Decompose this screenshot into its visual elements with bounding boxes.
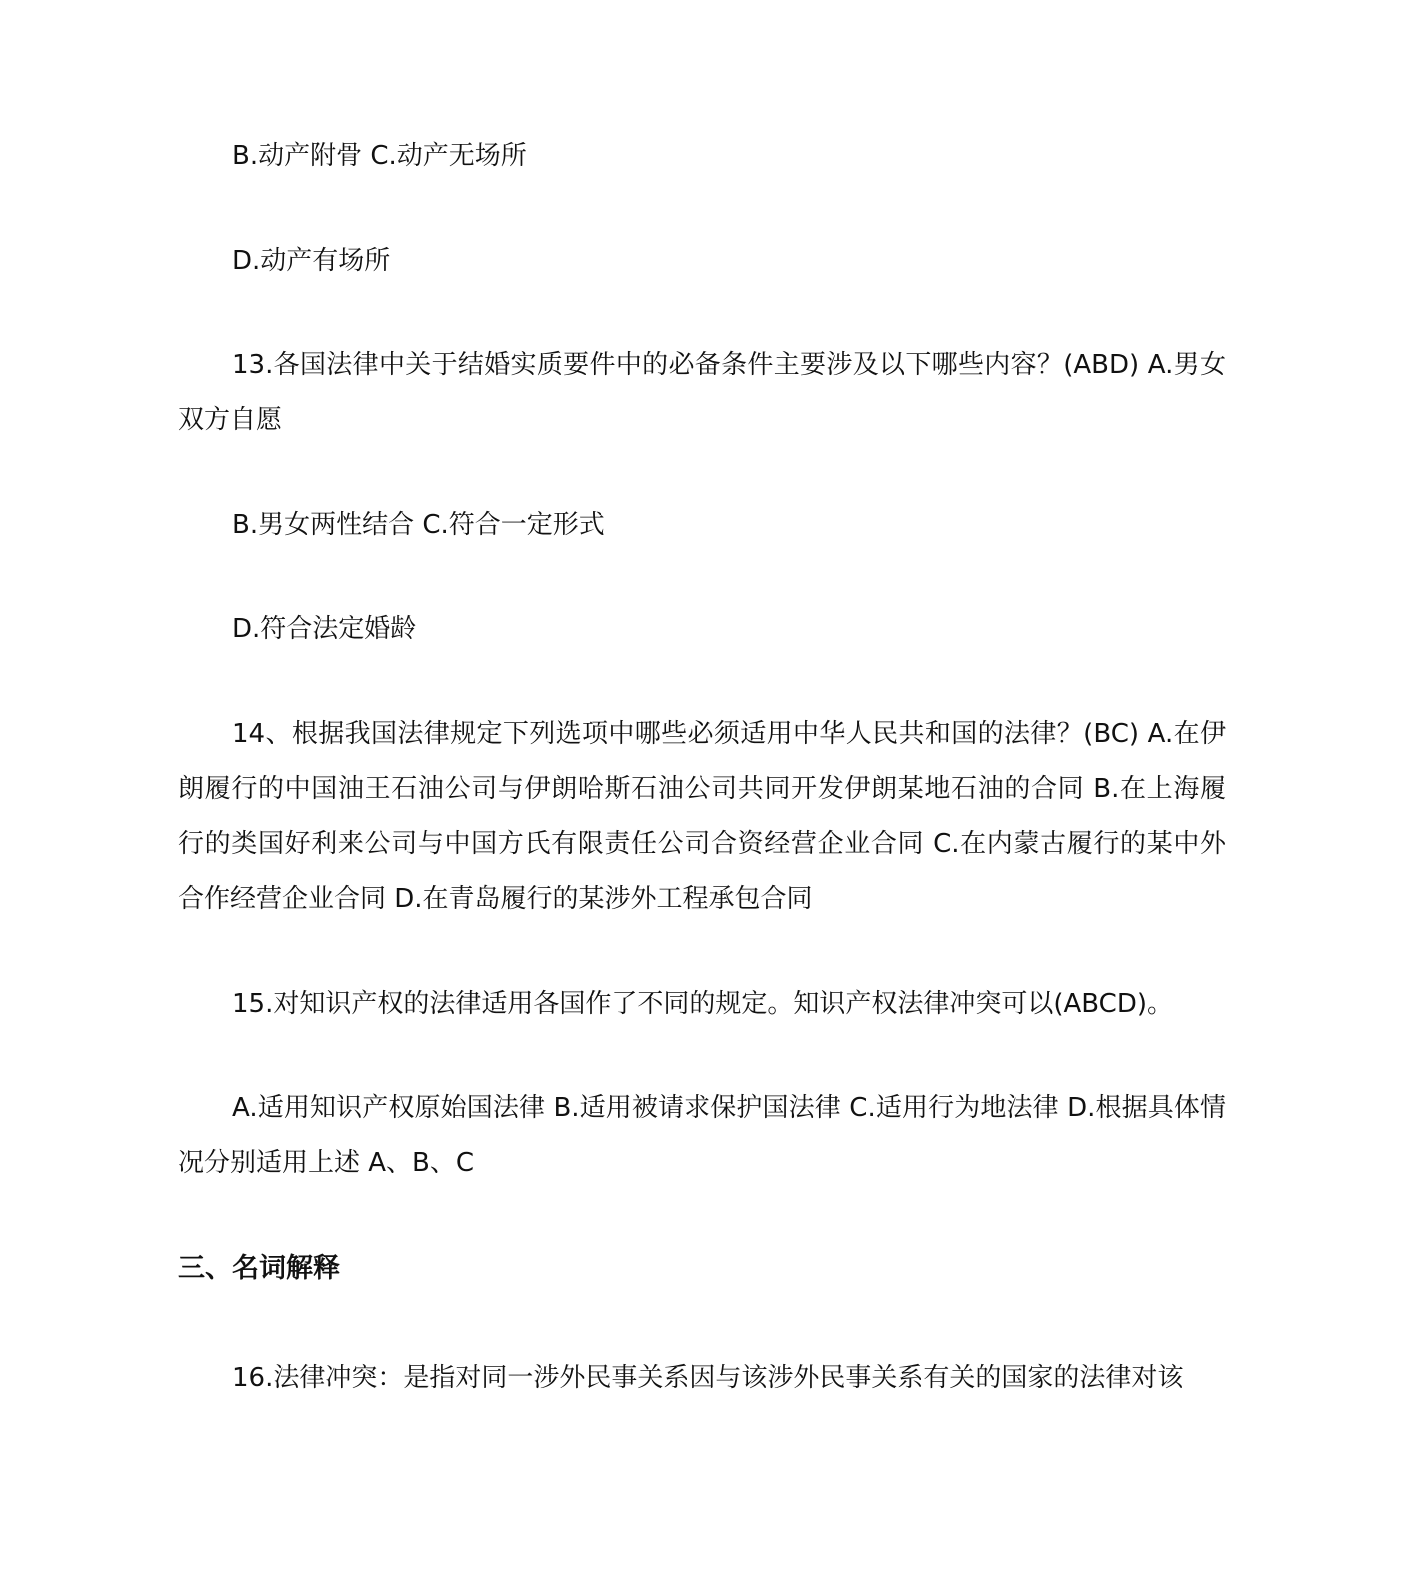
option-line-bc-q13: B.男女两性结合 C.符合一定形式 <box>232 510 605 540</box>
option-line-bc-q12: B.动产附骨 C.动产无场所 <box>232 141 527 171</box>
question-13: 13.各国法律中关于结婚实质要件中的必备条件主要涉及以下哪些内容？(ABD) A.男女双方自愿 <box>178 350 1226 435</box>
option-line-d-q12: D.动产有场所 <box>232 246 391 276</box>
option-line-d-q13: D.符合法定婚龄 <box>232 614 417 644</box>
definition-16: 16.法律冲突：是指对同一涉外民事关系因与该涉外民事关系有关的国家的法律对该 <box>232 1363 1184 1393</box>
options-q15: A.适用知识产权原始国法律 B.适用被请求保护国法律 C.适用行为地法律 D.根据具体情况分别适用上述 A、B、C <box>178 1093 1226 1178</box>
section-heading: 三、名词解释 <box>178 1253 340 1284</box>
question-15: 15.对知识产权的法律适用各国作了不同的规定。知识产权法律冲突可以(ABCD)。 <box>232 989 1173 1019</box>
question-14: 14、根据我国法律规定下列选项中哪些必须适用中华人民共和国的法律？(BC) A.在伊朗履行的中国油王石油公司与伊朗哈斯石油公司共同开发伊朗某地石油的合同 B.在上海履行的类国好利来公司与中国方氏有限责任公司合资经营企业合同 C.在内蒙古履行的某中外合作经营企业合同 D.在青岛履行的某涉外工程承包合同 <box>178 719 1226 914</box>
